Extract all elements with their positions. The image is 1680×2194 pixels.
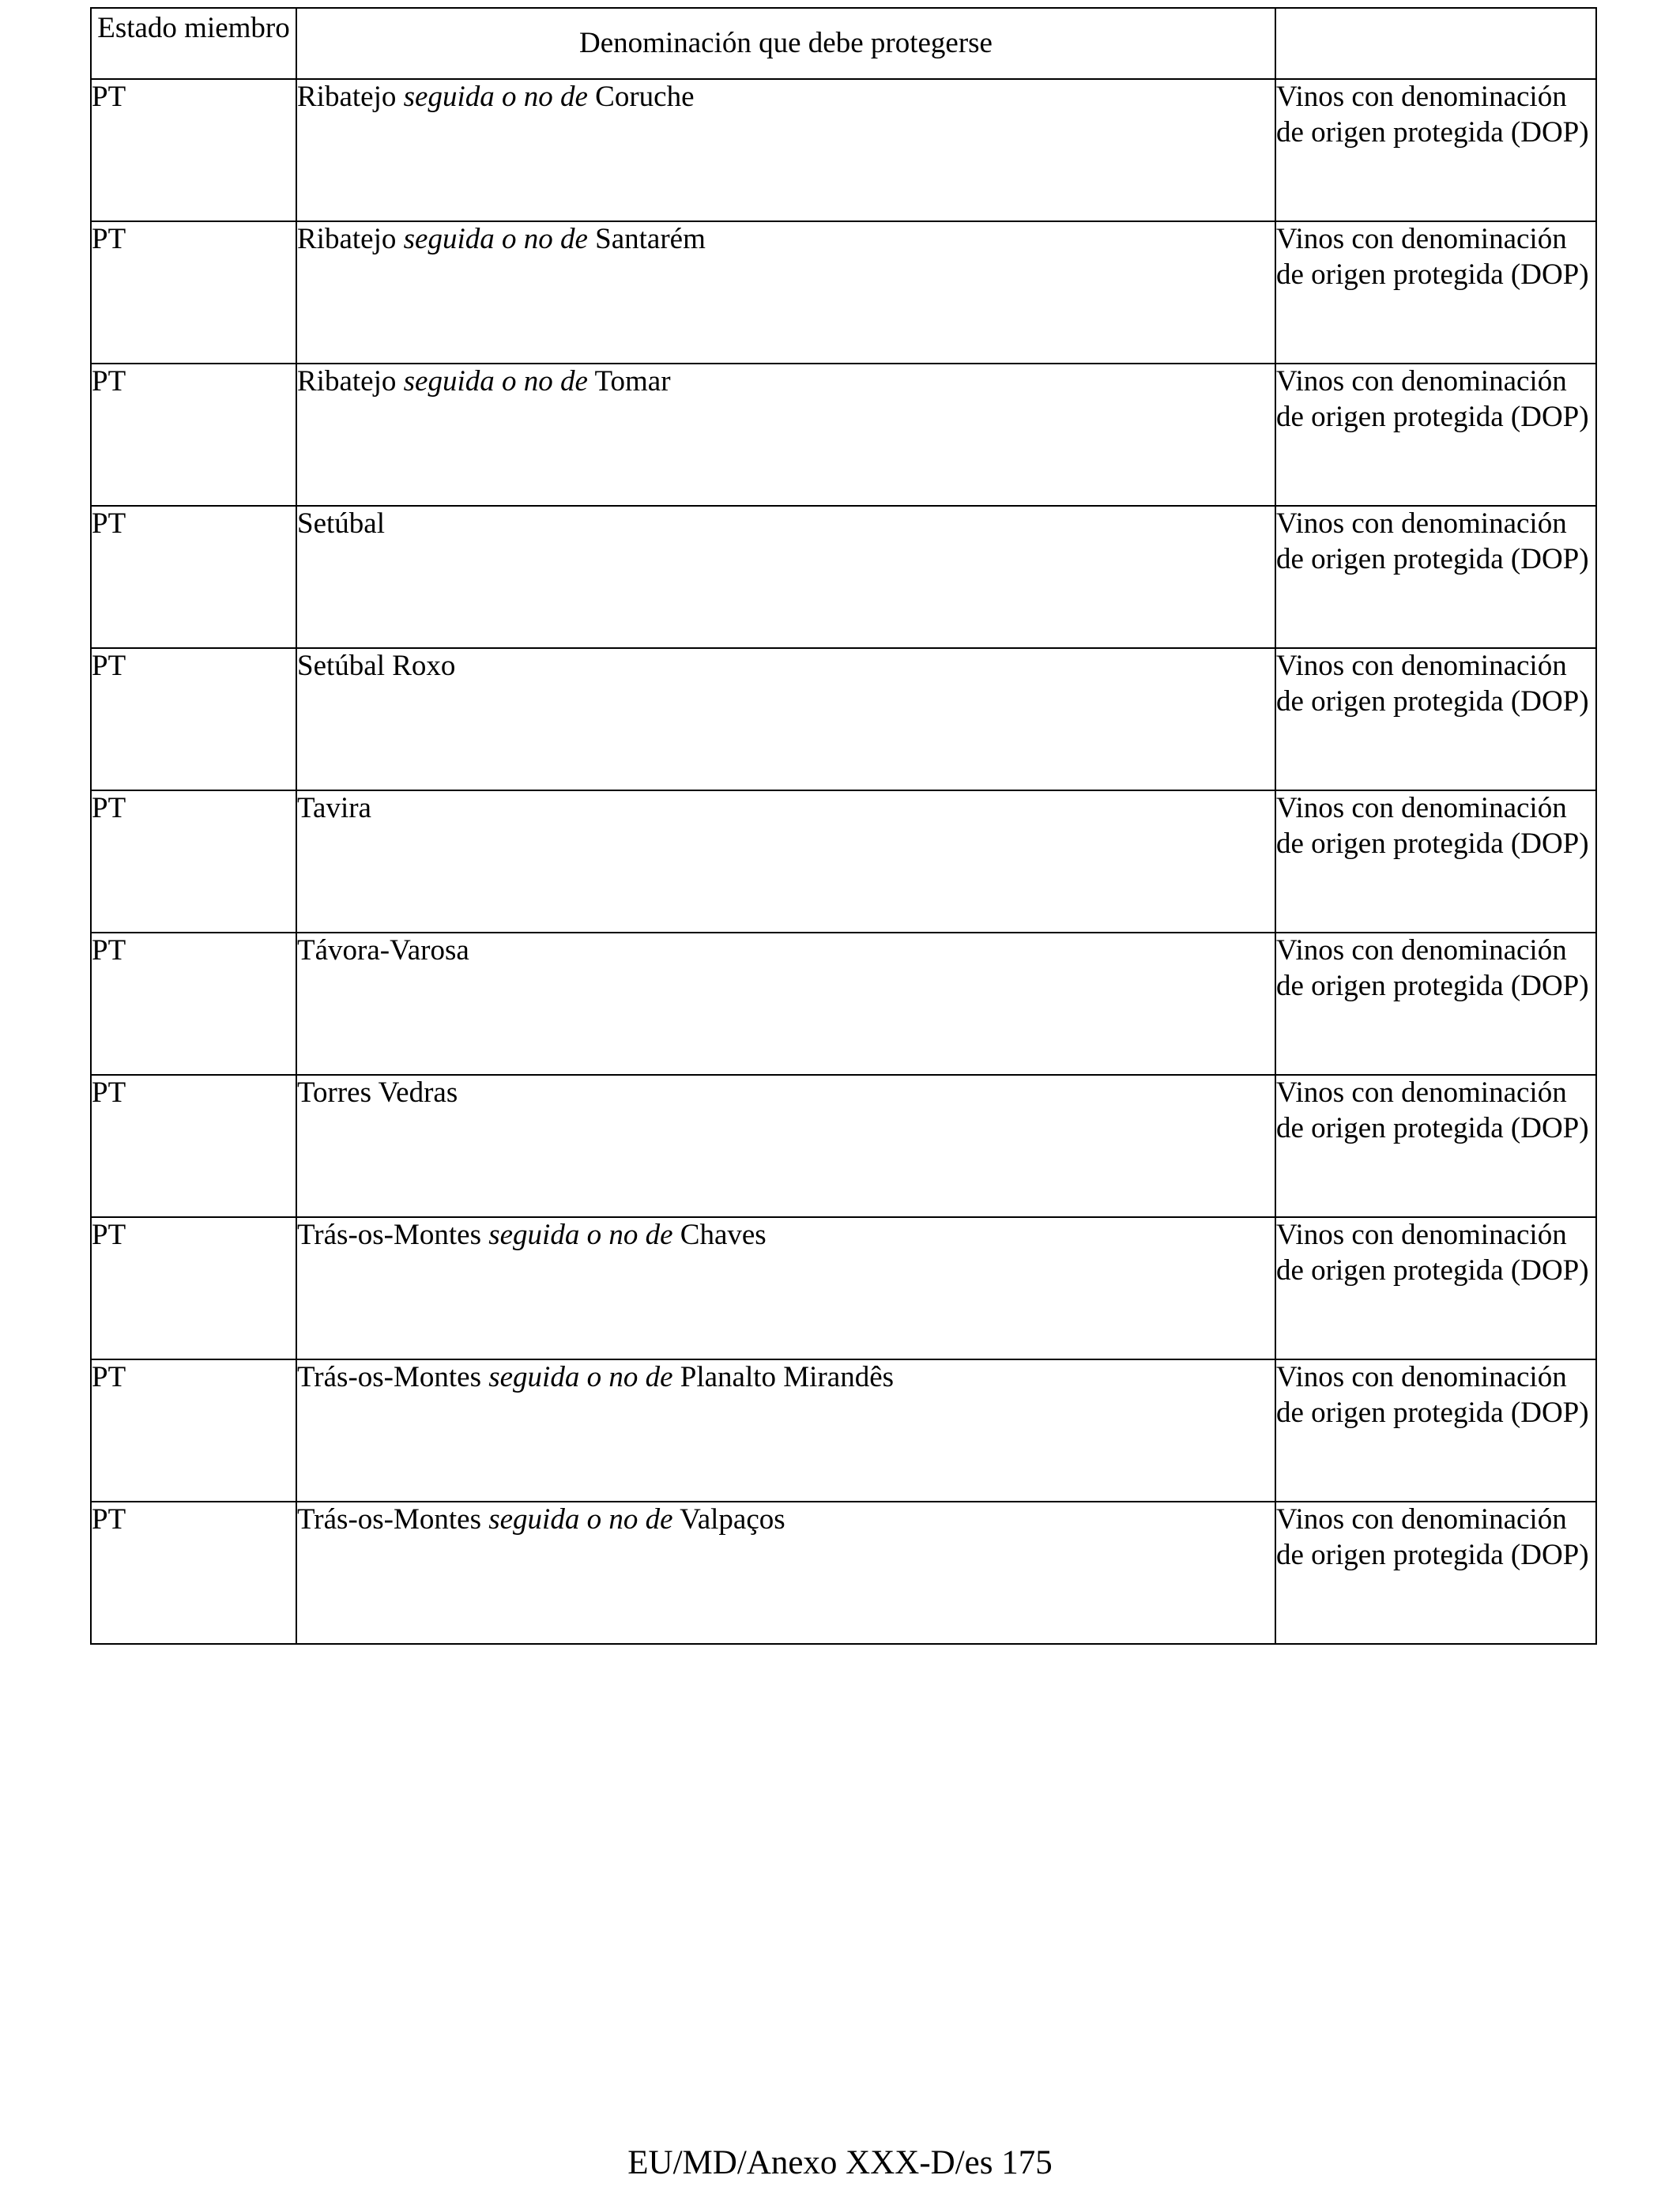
denomination-qualifier: seguida o no de xyxy=(488,1219,673,1251)
category-cell: Vinos con denominación de origen protegida (DOP) xyxy=(1275,1359,1596,1502)
table-row xyxy=(91,1075,1596,1217)
member-state-cell: PT xyxy=(91,79,296,221)
denomination-subzone: Tomar xyxy=(587,365,671,398)
denomination-name: Távora-Varosa xyxy=(297,934,469,967)
denomination-cell xyxy=(296,506,1275,648)
member-state-cell: PT xyxy=(91,1217,296,1359)
category-cell: Vinos con denominación de origen protegida (DOP) xyxy=(1275,1217,1596,1359)
table-header-row xyxy=(91,8,1596,79)
category-cell: Vinos con denominación de origen protegida (DOP) xyxy=(1275,364,1596,506)
denomination-cell xyxy=(296,648,1275,790)
denomination-subzone: Planalto Mirandês xyxy=(672,1361,895,1393)
category-cell: Vinos con denominación de origen protegida (DOP) xyxy=(1275,79,1596,221)
denomination-qualifier: seguida o no de xyxy=(403,81,588,113)
member-state-cell: PT xyxy=(91,1075,296,1217)
table-row xyxy=(91,1217,1596,1359)
header-member-state: Estado miembro xyxy=(91,8,296,79)
denomination-subzone: Valpaços xyxy=(672,1503,785,1536)
denomination-name: Ribatejo xyxy=(297,365,404,398)
category-cell: Vinos con denominación de origen protegida (DOP) xyxy=(1275,506,1596,648)
denomination-subzone: Coruche xyxy=(587,81,695,113)
member-state-cell: PT xyxy=(91,1502,296,1644)
denomination-name: Ribatejo xyxy=(297,81,404,113)
denomination-qualifier: seguida o no de xyxy=(488,1361,673,1393)
category-cell: Vinos con denominación de origen protegida (DOP) xyxy=(1275,1502,1596,1644)
table-row xyxy=(91,1502,1596,1644)
category-cell: Vinos con denominación de origen protegida (DOP) xyxy=(1275,790,1596,933)
denomination-cell xyxy=(296,790,1275,933)
denomination-name: Setúbal Roxo xyxy=(297,650,456,682)
member-state-cell: PT xyxy=(91,790,296,933)
denomination-cell xyxy=(296,933,1275,1075)
denomination-name: Trás-os-Montes xyxy=(297,1219,489,1251)
denomination-name: Setúbal xyxy=(297,507,385,540)
denomination-name: Torres Vedras xyxy=(297,1076,458,1109)
table-row xyxy=(91,790,1596,933)
member-state-cell: PT xyxy=(91,506,296,648)
denomination-qualifier: seguida o no de xyxy=(403,365,588,398)
denomination-name: Ribatejo xyxy=(297,223,404,255)
page-footer-reference: EU/MD/Anexo XXX-D/es 175 xyxy=(627,2144,1053,2181)
table-row xyxy=(91,506,1596,648)
denomination-cell xyxy=(296,1217,1275,1359)
denomination-cell xyxy=(296,79,1275,221)
denomination-name: Trás-os-Montes xyxy=(297,1361,489,1393)
denomination-cell xyxy=(296,1075,1275,1217)
category-cell: Vinos con denominación de origen protegida (DOP) xyxy=(1275,933,1596,1075)
member-state-cell: PT xyxy=(91,1359,296,1502)
category-cell: Vinos con denominación de origen protegida (DOP) xyxy=(1275,1075,1596,1217)
denomination-name: Trás-os-Montes xyxy=(297,1503,489,1536)
table-row xyxy=(91,648,1596,790)
denomination-cell xyxy=(296,1502,1275,1644)
denomination-cell xyxy=(296,221,1275,364)
member-state-cell: PT xyxy=(91,364,296,506)
header-denomination: Denominación que debe protegerse xyxy=(296,8,1275,79)
member-state-cell: PT xyxy=(91,648,296,790)
table-row xyxy=(91,1359,1596,1502)
table-row xyxy=(91,364,1596,506)
table-body xyxy=(91,79,1596,1644)
denomination-cell xyxy=(296,364,1275,506)
member-state-cell: PT xyxy=(91,933,296,1075)
member-state-cell: PT xyxy=(91,221,296,364)
header-category xyxy=(1275,8,1596,79)
denomination-subzone: Santarém xyxy=(587,223,706,255)
table-row xyxy=(91,79,1596,221)
geographical-indications-table xyxy=(90,7,1597,1645)
denomination-qualifier: seguida o no de xyxy=(488,1503,673,1536)
denomination-qualifier: seguida o no de xyxy=(403,223,588,255)
table-row xyxy=(91,933,1596,1075)
category-cell: Vinos con denominación de origen protegida (DOP) xyxy=(1275,221,1596,364)
denomination-cell xyxy=(296,1359,1275,1502)
denomination-name: Tavira xyxy=(297,792,371,824)
denomination-subzone: Chaves xyxy=(672,1219,767,1251)
category-cell: Vinos con denominación de origen protegida (DOP) xyxy=(1275,648,1596,790)
table-row xyxy=(91,221,1596,364)
